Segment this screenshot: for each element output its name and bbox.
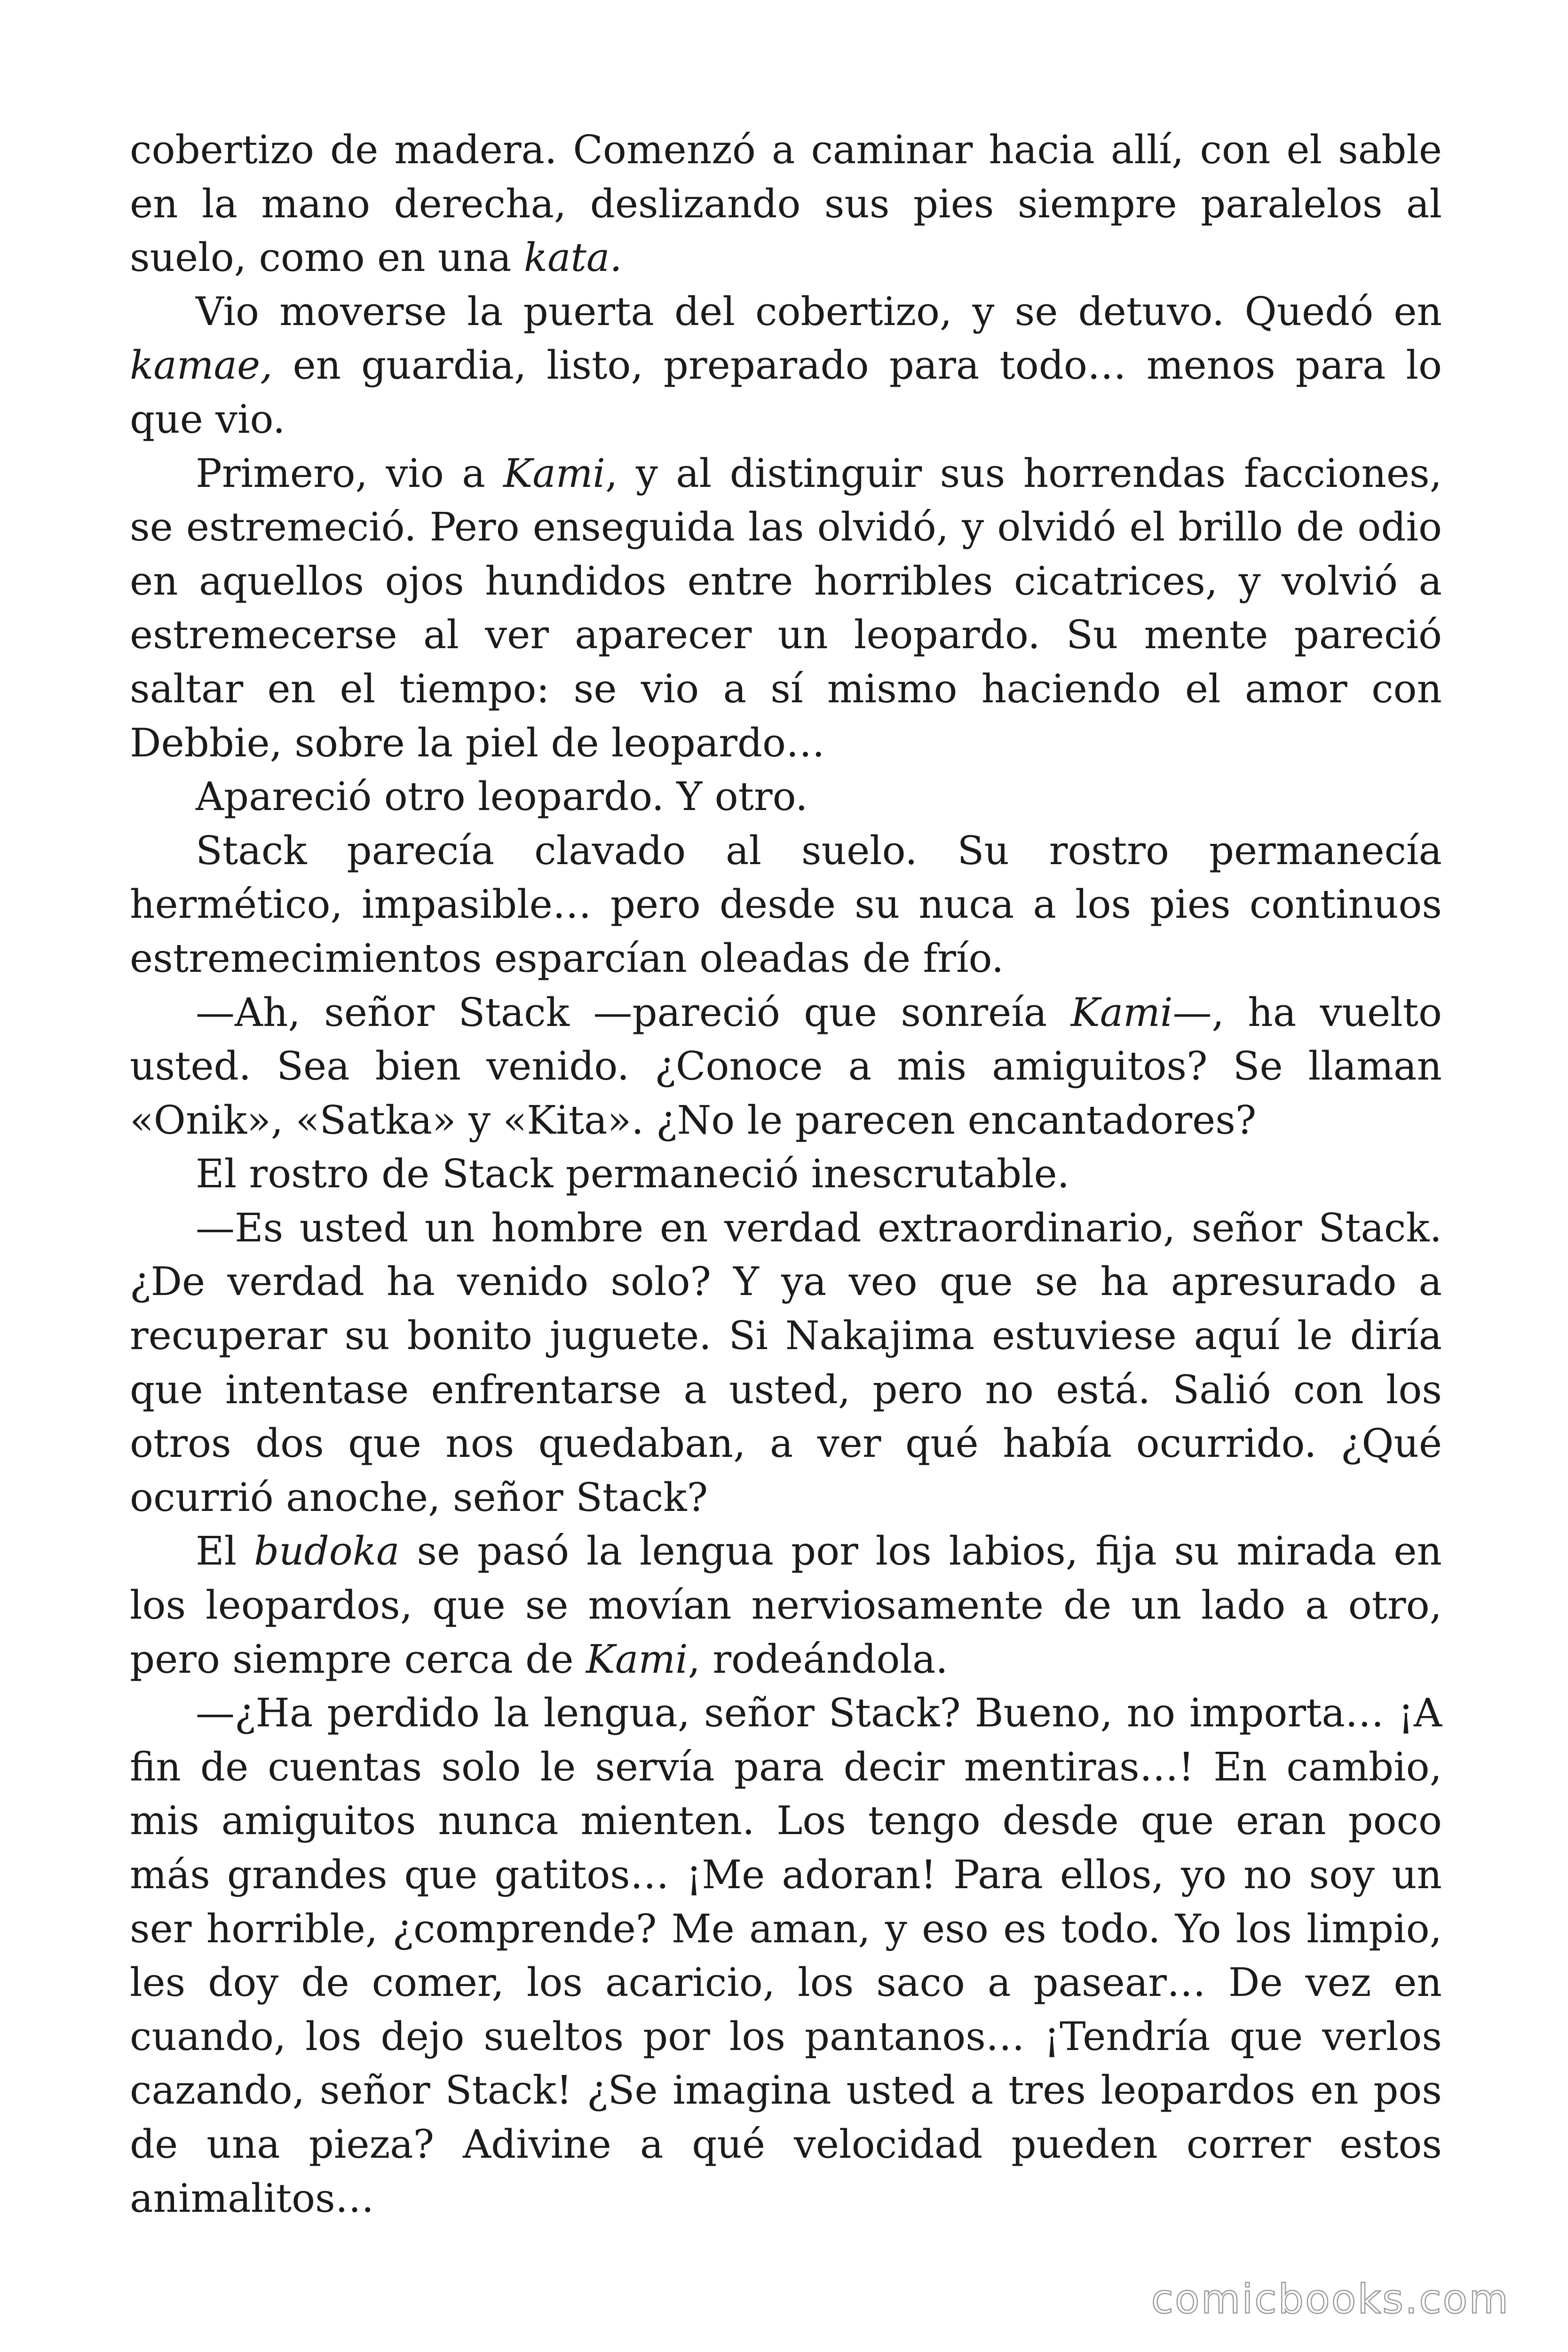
watermark: comicbooks.com xyxy=(1151,2276,1510,2323)
text-run: Vio moverse la puerta del cobertizo, y se detuvo. Quedó en xyxy=(196,288,1442,334)
italic-text-run: Kami xyxy=(503,450,605,496)
text-run: El xyxy=(196,1528,254,1574)
paragraph xyxy=(130,285,1442,447)
text-run: , y al distinguir sus horrendas facciones, se estremeció. Pero enseguida las olvidó, y olvidó el brillo de odio en aquellos ojos hundidos entre horribles cicatrices, y volvió a estremecerse al ver aparecer un leopardo. Su mente pareció saltar en el tiempo: se vio a sí mismo haciendo el amor con Debbie, sobre la piel de leopardo… xyxy=(130,450,1442,766)
italic-text-run: Kami xyxy=(586,1636,688,1682)
text-run: Stack parecía clavado al suelo. Su rostro permanecía hermético, impasible… pero desde su nuca a los pies continuos estremecimientos esparcían oleadas de frío. xyxy=(130,827,1442,981)
text-run: —¿Ha perdido la lengua, señor Stack? Bueno, no importa… ¡A fin de cuentas solo le servía para decir mentiras…! En cambio, mis amiguitos nunca mienten. Los tengo desde que eran poco más grandes que gatitos… ¡Me adoran! Para ellos, yo no soy un ser horrible, ¿comprende? Me aman, y eso es todo. Yo los limpio, les doy de comer, los acaricio, los saco a pasear… De vez en cuando, los dejo sueltos por los pantanos… ¡Tendría que verlos cazando, señor Stack! ¿Se imagina usted a tres leopardos en pos de una pieza? Adivine a qué velocidad pueden correr estos animalitos… xyxy=(130,1690,1442,2221)
book-page xyxy=(130,123,1442,2221)
text-run: El rostro de Stack permaneció inescrutable. xyxy=(196,1151,1070,1197)
text-run: Apareció otro leopardo. Y otro. xyxy=(196,774,808,820)
paragraph xyxy=(130,123,1442,285)
paragraph xyxy=(130,1525,1442,1686)
text-run: —Ah, señor Stack —pareció que sonreía xyxy=(196,989,1071,1035)
paragraph xyxy=(130,986,1442,1148)
text-run: se pasó la lengua por los labios, fija su mirada en los leopardos, que se movían nerviosamente de un lado a otro, pero siempre cerca de xyxy=(130,1528,1442,1682)
text-run: cobertizo de madera. Comenzó a caminar hacia allí, con el sable en la mano derecha, deslizando sus pies siempre paralelos al suelo, como en una xyxy=(130,127,1442,281)
paragraph xyxy=(130,1686,1442,2225)
italic-text-run: Kami xyxy=(1070,989,1173,1035)
text-run: —Es usted un hombre en verdad extraordinario, señor Stack. ¿De verdad ha venido solo? Y ya veo que se ha apresurado a recuperar su bonito juguete. Si Nakajima estuviese aquí le diría que intentase enfrentarse a usted, pero no está. Salió con los otros dos que nos quedaban, a ver qué había ocurrido. ¿Qué ocurrió anoche, señor Stack? xyxy=(130,1205,1442,1520)
italic-text-run: budoka xyxy=(254,1528,400,1574)
paragraph xyxy=(130,447,1442,771)
italic-text-run: kata. xyxy=(523,235,622,281)
italic-text-run: kamae, xyxy=(130,342,273,389)
text-run: en guardia, listo, preparado para todo… menos para lo que vio. xyxy=(130,342,1442,442)
paragraph xyxy=(130,1147,1442,1201)
text-run: Primero, vio a xyxy=(196,450,504,496)
text-run: —, ha vuelto usted. Sea bien venido. ¿Conoce a mis amiguitos? Se llaman «Onik», «Satka» y «Kita». ¿No le parecen encantadores? xyxy=(130,989,1442,1143)
paragraph xyxy=(130,1201,1442,1525)
paragraph xyxy=(130,824,1442,986)
text-run: , rodeándola. xyxy=(688,1636,948,1682)
paragraph xyxy=(130,770,1442,824)
